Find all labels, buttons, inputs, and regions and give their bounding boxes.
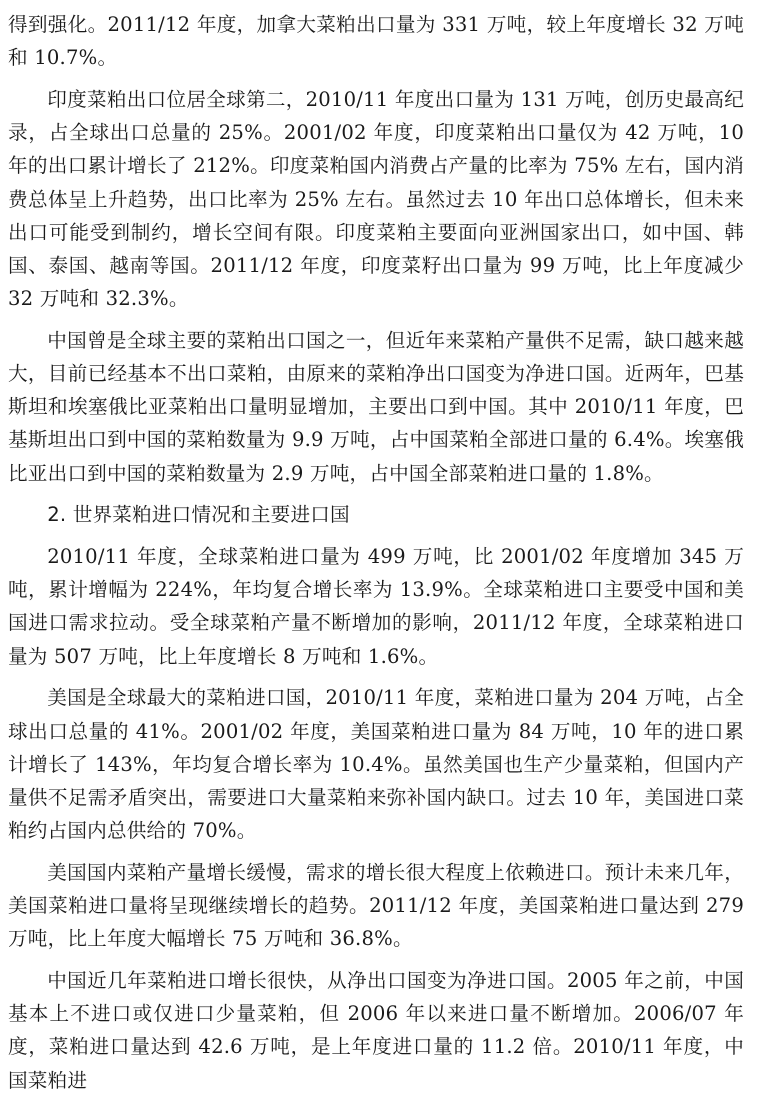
paragraph-us-forecast: 美国国内菜粕产量增长缓慢，需求的增长很大程度上依赖进口。预计未来几年，美国菜粕进口量将呈现继续增长的趋势。2011/12 年度，美国菜粕进口量达到 279 万吨，比上年度大幅增长 75 万吨和 36.8%。: [8, 860, 744, 951]
paragraph-continuation: 得到强化。2011/12 年度，加拿大菜粕出口量为 331 万吨，较上年度增长 32 万吨和 10.7%。: [8, 13, 744, 70]
paragraph-china-export: 中国曾是全球主要的菜粕出口国之一，但近年来菜粕产量供不足需，缺口越来越大，目前已经基本不出口菜粕，由原来的菜粕净出口国变为净进口国。近两年，巴基斯坦和埃塞俄比亚菜粕出口量明显增加，主要出口到中国。其中 2010/11 年度，巴基斯坦出口到中国的菜粕数量为 9.9 万吨，占中国菜粕全部进口量的 6.4%。埃塞俄比亚出口到中国的菜粕数量为 2.9 万吨，占中国全部菜粕进口量的 1.8%。: [8, 328, 744, 485]
paragraph-us-import: 美国是全球最大的菜粕进口国，2010/11 年度，菜粕进口量为 204 万吨，占全球出口总量的 41%。2001/02 年度，美国菜粕进口量为 84 万吨，10 年的进口累计增长了 143%，年均复合增长率为 10.4%。虽然美国也生产少量菜粕，但国内产量供不足需矛盾突出，需要进口大量菜粕来弥补国内缺口。过去 10 年，美国进口菜粕约占国内总供给的 70%。: [8, 686, 744, 843]
paragraph-global-import: 2010/11 年度，全球菜粕进口量为 499 万吨，比 2001/02 年度增加 345 万吨，累计增幅为 224%，年均复合增长率为 13.9%。全球菜粕进口主要受中国和美国进口需求拉动。受全球菜粕产量不断增加的影响，2011/12 年度，全球菜粕进口量为 507 万吨，比上年度增长 8 万吨和 1.6%。: [8, 545, 744, 668]
section-heading: 2. 世界菜粕进口情况和主要进口国: [47, 503, 350, 527]
paragraph-china-import: 中国近几年菜粕进口增长很快，从净出口国变为净进口国。2005 年之前，中国基本上不进口或仅进口少量菜粕，但 2006 年以来进口量不断增加。2006/07 年度，菜粕进口量达到 42.6 万吨，是上年度进口量的 11.2 倍。2010/11 年度，中国菜粕进: [8, 968, 744, 1092]
paragraph-india-export: 印度菜粕出口位居全球第二，2010/11 年度出口量为 131 万吨，创历史最高纪录，占全球出口总量的 25%。2001/02 年度，印度菜粕出口量仅为 42 万吨，10 年的出口累计增长了 212%。印度菜粕国内消费占产量的比率为 75% 左右，国内消费总体呈上升趋势，出口比率为 25% 左右。虽然过去 10 年出口总体增长，但未来出口可能受到制约，增长空间有限。印度菜粕主要面向亚洲国家出口，如中国、韩国、泰国、越南等国。2011/12 年度，印度菜籽出口量为 99 万吨，比上年度减少 32 万吨和 32.3%。: [8, 87, 744, 311]
